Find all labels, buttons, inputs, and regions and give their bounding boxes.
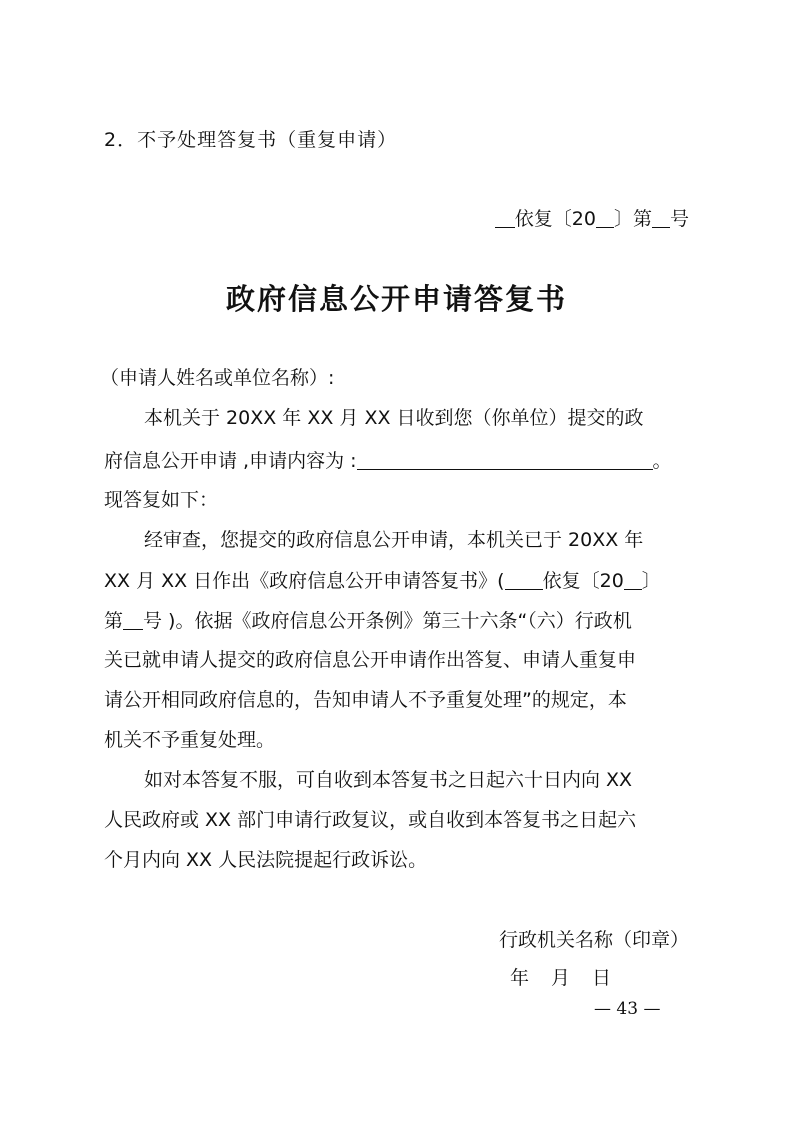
para3-line1: 如对本答复不服，可自收到本答复书之日起六十日内向 XX (144, 769, 633, 791)
blank-number (652, 205, 670, 228)
para2-line1: 经审查，您提交的政府信息公开申请，本机关已于 20XX 年 (144, 529, 644, 551)
para1-line3: 现答复如下： (104, 489, 219, 511)
para2-line3-text: 号 )。依据《政府信息公开条例》第三十六条“（六）行政机 (143, 610, 632, 632)
signature-date (510, 965, 611, 991)
doc-number-part1: 依复〔20 (514, 208, 596, 230)
para2-line2 (104, 567, 661, 594)
para2-line5: 请公开相同政府信息的，告知申请人不予重复处理”的规定，本 (104, 689, 627, 711)
blank-request-content (357, 447, 653, 470)
blank-year (596, 205, 614, 228)
para3-line2: 人民政府或 XX 部门申请行政复议，或自收到本答复书之日起六 (104, 809, 637, 831)
date-year: 年 (510, 967, 530, 989)
blank-agency (495, 205, 515, 228)
para2-line2-ref: 依复〔20 (542, 570, 624, 592)
document-number (495, 205, 689, 232)
para2-line2-text: XX 月 XX 日作出《政府信息公开申请答复书》( (104, 570, 505, 592)
blank-number-2 (123, 607, 143, 630)
para2-line4: 关已就申请人提交的政府信息公开申请作出答复、申请人重复申 (104, 649, 637, 671)
para1-line2-text: 府信息公开申请 ,申请内容为 : (104, 450, 357, 472)
document-title: 政府信息公开申请答复书 (225, 282, 567, 316)
doc-number-part2: 〕第 (613, 208, 652, 230)
date-month: 月 (551, 967, 571, 989)
para1-line2-end: 。 (652, 450, 672, 472)
doc-number-part3: 号 (669, 208, 689, 230)
date-day: 日 (592, 967, 612, 989)
section-heading: 2．不予处理答复书（重复申请） (104, 129, 398, 151)
para2-line2-bracket: 〕 (641, 570, 661, 592)
blank-year-2 (624, 567, 642, 590)
para3-line3: 个月内向 XX 人民法院提起行政诉讼。 (104, 849, 428, 871)
signature-agency: 行政机关名称（印章） (498, 929, 689, 951)
addressee: （申请人姓名或单位名称）: (100, 367, 335, 389)
para2-line6: 机关不予重复处理。 (104, 729, 276, 751)
page-number: — 43 — (594, 999, 661, 1019)
para2-line3 (104, 607, 632, 634)
para1-line2 (104, 447, 672, 474)
para1-line1: 本机关于 20XX 年 XX 月 XX 日收到您（你单位）提交的政 (144, 407, 644, 429)
blank-agency-2 (505, 567, 543, 590)
para2-line3-start: 第 (104, 610, 124, 632)
